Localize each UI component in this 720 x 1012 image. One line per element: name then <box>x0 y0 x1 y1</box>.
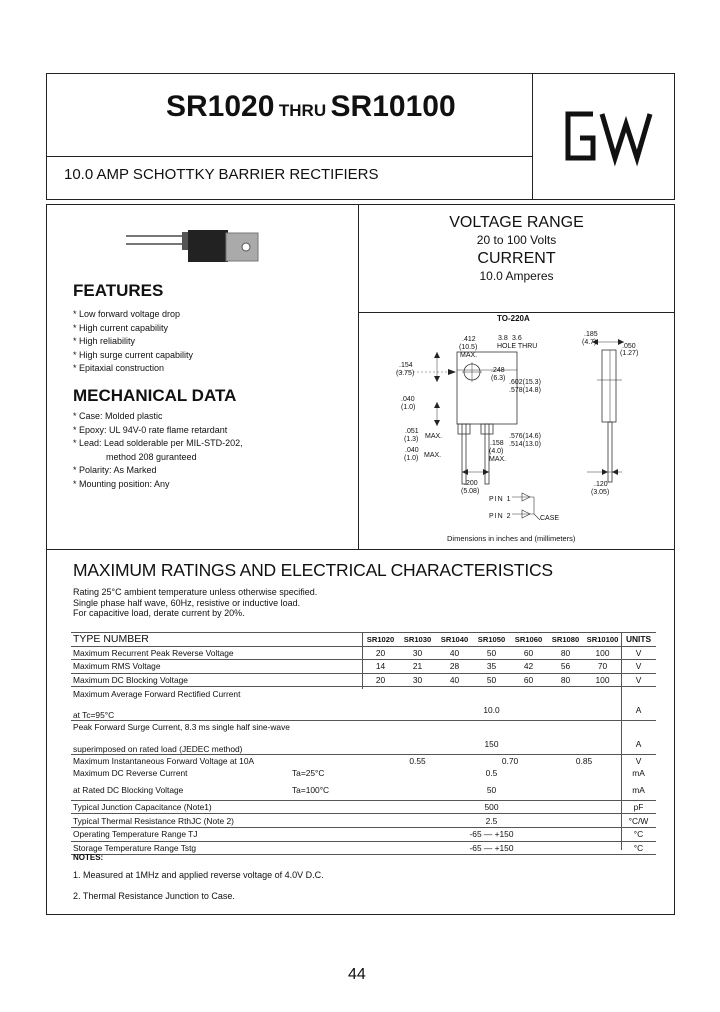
table-row: Maximum Average Forward Rectified Current <box>71 687 656 700</box>
table-col-divider <box>621 632 622 850</box>
note-1: 1. Measured at 1MHz and applied reverse voltage of 4.0V D.C. <box>73 870 324 880</box>
list-item: * Case: Molded plastic <box>73 411 163 421</box>
current-value: 10.0 Amperes <box>479 269 554 283</box>
conditions-text: Rating 25°C ambient temperature unless otherwise specified. Single phase half wave, 60Hz, resistive or inductive load. For capacitive load, derate current by 20%. <box>73 587 318 618</box>
table-row: Operating Temperature Range TJ -65 — +150 °C <box>71 827 656 841</box>
page-title <box>166 90 456 124</box>
component-image <box>126 228 266 273</box>
table-row: at Tc=95°C 10.0 A <box>73 704 642 720</box>
package-name: TO-220A <box>497 314 530 323</box>
list-item: * Epoxy: UL 94V-0 rate flame retardant <box>73 424 228 435</box>
current-title: CURRENT <box>477 250 556 267</box>
table-row: Peak Forward Surge Current, 8.3 ms single half sine-wave <box>71 720 656 733</box>
table-row: Maximum Recurrent Peak Reverse Voltage 20 30 40 50 60 80 100 V <box>71 646 656 660</box>
page-number: 44 <box>348 966 366 983</box>
mechanical-heading: MECHANICAL DATA <box>73 386 237 405</box>
list-item: * Low forward voltage drop <box>73 309 181 319</box>
list-item: * Polarity: As Marked <box>73 465 157 475</box>
table-row: at Rated DC Blocking Voltage Ta=100°C 50 mA <box>73 784 645 795</box>
thru-label: THRU <box>278 101 327 120</box>
list-item: * Mounting position: Any <box>73 478 170 489</box>
voltage-range-block <box>358 214 675 283</box>
part-end: SR10100 <box>330 90 456 123</box>
page-subtitle: 10.0 AMP SCHOTTKY BARRIER RECTIFIERS <box>64 166 379 183</box>
table-row: Maximum RMS Voltage 14 21 28 35 42 56 70 V <box>71 660 656 674</box>
table-row: Storage Temperature Range Tstg -65 — +150 °C <box>71 841 656 855</box>
table-header-row: TYPE NUMBER SR1020 SR1030 SR1040 SR1050 SR1060 SR1080 SR10100 UNITS <box>71 633 656 647</box>
table-row: Maximum DC Blocking Voltage 20 30 40 50 60 80 100 V <box>71 673 656 687</box>
table-row: Maximum DC Reverse Current Ta=25°C 0.5 mA <box>73 768 645 779</box>
mechanical-list <box>73 410 243 491</box>
table-row: Maximum Instantaneous Forward Voltage at 10A 0.55 0.70 0.85 V <box>71 754 656 767</box>
voltage-range-value: 20 to 100 Volts <box>476 233 557 247</box>
table-row: superimposed on rated load (JEDEC method) 150 A <box>73 738 642 754</box>
table-row: Typical Junction Capacitance (Note1) 500 pF <box>71 800 656 814</box>
gw-logo <box>560 106 655 173</box>
part-start: SR1020 <box>166 90 275 123</box>
list-item: * High current capability <box>73 322 169 333</box>
table-row: Typical Thermal Resistance RthJC (Note 2) 2.5 °C/W <box>71 814 656 828</box>
notes-title: NOTES: <box>73 853 104 862</box>
voltage-range-title: VOLTAGE RANGE <box>449 214 584 231</box>
characteristics-title: MAXIMUM RATINGS AND ELECTRICAL CHARACTERISTICS <box>73 560 553 580</box>
list-item: * Lead: Lead solderable per MIL-STD-202, <box>73 438 243 448</box>
list-item: * High surge current capability <box>73 349 194 360</box>
table-col-divider <box>362 632 363 689</box>
list-item: method 208 guranteed <box>106 451 197 462</box>
features-list <box>73 308 193 376</box>
note-2: 2. Thermal Resistance Junction to Case. <box>73 891 235 901</box>
list-item: * High reliability <box>73 336 136 346</box>
list-item: * Epitaxial construction <box>73 363 165 373</box>
package-caption: Dimensions in inches and (millimeters) <box>447 534 576 543</box>
ratings-divider <box>358 312 675 313</box>
features-heading: FEATURES <box>73 281 164 300</box>
ratings-table <box>71 632 656 855</box>
